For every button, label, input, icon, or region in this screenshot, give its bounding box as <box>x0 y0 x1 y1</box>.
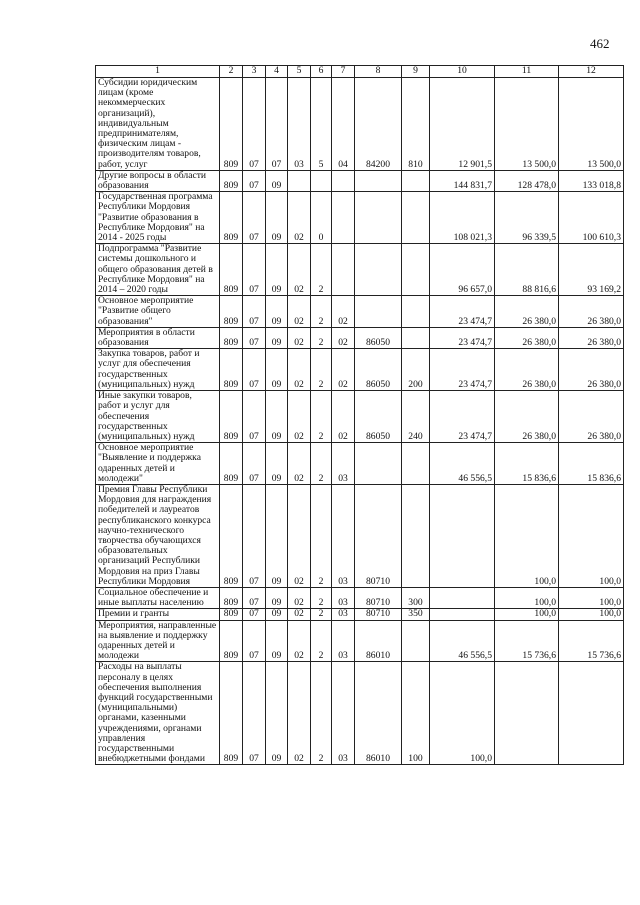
subsection-cell: 09 <box>266 327 288 348</box>
gr-code-cell: 809 <box>220 244 243 296</box>
table-row <box>96 587 624 608</box>
col-header: 11 <box>495 66 559 78</box>
program-cell: 02 <box>288 296 311 328</box>
expense-type-cell <box>402 327 430 348</box>
program-cell: 02 <box>288 662 311 765</box>
page-number: 462 <box>590 36 610 51</box>
gr-code-cell: 809 <box>220 391 243 443</box>
gr-code-cell: 809 <box>220 78 243 171</box>
subsection-cell: 09 <box>266 192 288 244</box>
section-cell: 07 <box>243 296 266 328</box>
activity-cell: 03 <box>332 662 355 765</box>
program-cell: 02 <box>288 327 311 348</box>
direction-cell: 84200 <box>355 78 402 171</box>
amount-cell: 15 836,6 <box>559 443 624 485</box>
col-header: 12 <box>559 66 624 78</box>
direction-cell: 86010 <box>355 662 402 765</box>
gr-code-cell: 809 <box>220 662 243 765</box>
amount-cell: 108 021,3 <box>430 192 495 244</box>
section-cell: 07 <box>243 443 266 485</box>
gr-code-cell: 809 <box>220 349 243 391</box>
expense-type-cell <box>402 244 430 296</box>
amount-cell: 100,0 <box>430 662 495 765</box>
row-name-cell: Расходы на выплаты персоналу в целях обеспечения выполнения функций государственными (муниципальными) органами, казенными учреждениями, органами управления государственными внебюджетными фондами <box>96 662 220 765</box>
gr-code-cell: 809 <box>220 484 243 587</box>
direction-cell: 86050 <box>355 349 402 391</box>
amount-cell: 13 500,0 <box>559 78 624 171</box>
table-row <box>96 192 624 244</box>
col-header: 6 <box>311 66 332 78</box>
activity-cell: 03 <box>332 620 355 662</box>
direction-cell <box>355 244 402 296</box>
section-cell: 07 <box>243 244 266 296</box>
row-name-cell: Премия Главы Республики Мордовия для награждения победителей и лауреатов республиканского конкурса научно-технического творчества обучающихся образовательных организаций Республики Мордовия на приз Главы Республики Мордовия <box>96 484 220 587</box>
section-cell: 07 <box>243 620 266 662</box>
subsection-cell: 09 <box>266 443 288 485</box>
activity-cell: 03 <box>332 609 355 620</box>
amount-cell: 144 831,7 <box>430 170 495 191</box>
row-name-cell: Мероприятия в области образования <box>96 327 220 348</box>
subprogram-cell: 2 <box>311 609 332 620</box>
subsection-cell: 09 <box>266 349 288 391</box>
section-cell: 07 <box>243 391 266 443</box>
amount-cell: 100 610,3 <box>559 192 624 244</box>
activity-cell: 02 <box>332 296 355 328</box>
row-name-cell: Премии и гранты <box>96 609 220 620</box>
activity-cell: 04 <box>332 78 355 171</box>
direction-cell: 86050 <box>355 327 402 348</box>
gr-code-cell: 809 <box>220 296 243 328</box>
direction-cell <box>355 192 402 244</box>
program-cell: 02 <box>288 244 311 296</box>
subsection-cell: 09 <box>266 609 288 620</box>
direction-cell: 86050 <box>355 391 402 443</box>
col-header: 3 <box>243 66 266 78</box>
activity-cell: 03 <box>332 587 355 608</box>
section-cell: 07 <box>243 170 266 191</box>
subsection-cell: 09 <box>266 484 288 587</box>
section-cell: 07 <box>243 662 266 765</box>
col-header: 8 <box>355 66 402 78</box>
amount-cell: 128 478,0 <box>495 170 559 191</box>
subprogram-cell <box>311 170 332 191</box>
subprogram-cell: 2 <box>311 443 332 485</box>
expense-type-cell: 200 <box>402 349 430 391</box>
amount-cell: 88 816,6 <box>495 244 559 296</box>
col-header: 1 <box>96 66 220 78</box>
amount-cell: 96 657,0 <box>430 244 495 296</box>
col-header: 4 <box>266 66 288 78</box>
subsection-cell: 09 <box>266 620 288 662</box>
table-row <box>96 244 624 296</box>
activity-cell <box>332 170 355 191</box>
expense-type-cell: 240 <box>402 391 430 443</box>
expense-type-cell: 300 <box>402 587 430 608</box>
amount-cell: 100,0 <box>495 484 559 587</box>
expense-type-cell: 350 <box>402 609 430 620</box>
program-cell: 02 <box>288 349 311 391</box>
gr-code-cell: 809 <box>220 443 243 485</box>
program-cell: 02 <box>288 192 311 244</box>
amount-cell: 100,0 <box>495 587 559 608</box>
amount-cell: 23 474,7 <box>430 391 495 443</box>
amount-cell: 23 474,7 <box>430 349 495 391</box>
program-cell: 03 <box>288 78 311 171</box>
amount-cell: 46 556,5 <box>430 443 495 485</box>
activity-cell <box>332 244 355 296</box>
subprogram-cell: 2 <box>311 484 332 587</box>
gr-code-cell: 809 <box>220 327 243 348</box>
section-cell: 07 <box>243 587 266 608</box>
expense-type-cell <box>402 443 430 485</box>
subprogram-cell: 2 <box>311 327 332 348</box>
subprogram-cell: 5 <box>311 78 332 171</box>
subsection-cell: 09 <box>266 244 288 296</box>
amount-cell: 26 380,0 <box>495 349 559 391</box>
subsection-cell: 09 <box>266 587 288 608</box>
header-row <box>96 66 624 78</box>
program-cell: 02 <box>288 620 311 662</box>
subprogram-cell: 2 <box>311 349 332 391</box>
expense-type-cell <box>402 620 430 662</box>
amount-cell <box>430 484 495 587</box>
amount-cell: 26 380,0 <box>495 391 559 443</box>
amount-cell: 133 018,8 <box>559 170 624 191</box>
gr-code-cell: 809 <box>220 587 243 608</box>
expense-type-cell <box>402 296 430 328</box>
activity-cell: 03 <box>332 443 355 485</box>
section-cell: 07 <box>243 609 266 620</box>
subsection-cell: 09 <box>266 391 288 443</box>
amount-cell: 26 380,0 <box>559 349 624 391</box>
row-name-cell: Иные закупки товаров, работ и услуг для обеспечения государственных (муниципальных) нужд <box>96 391 220 443</box>
amount-cell: 23 474,7 <box>430 296 495 328</box>
amount-cell: 15 736,6 <box>559 620 624 662</box>
col-header: 9 <box>402 66 430 78</box>
row-name-cell: Государственная программа Республики Мордовия "Развитие образования в Республике Мордовия" на 2014 - 2025 годы <box>96 192 220 244</box>
amount-cell <box>559 662 624 765</box>
subsection-cell: 07 <box>266 78 288 171</box>
amount-cell: 15 836,6 <box>495 443 559 485</box>
amount-cell: 26 380,0 <box>495 296 559 328</box>
program-cell <box>288 170 311 191</box>
amount-cell: 96 339,5 <box>495 192 559 244</box>
section-cell: 07 <box>243 78 266 171</box>
direction-cell: 86010 <box>355 620 402 662</box>
row-name-cell: Мероприятия, направленные на выявление и поддержку одаренных детей и молодежи <box>96 620 220 662</box>
activity-cell: 03 <box>332 484 355 587</box>
row-name-cell: Основное мероприятие "Развитие общего образования" <box>96 296 220 328</box>
program-cell: 02 <box>288 484 311 587</box>
direction-cell: 80710 <box>355 609 402 620</box>
col-header: 7 <box>332 66 355 78</box>
table-row <box>96 78 624 171</box>
direction-cell <box>355 296 402 328</box>
expense-type-cell <box>402 192 430 244</box>
expense-type-cell: 810 <box>402 78 430 171</box>
amount-cell: 93 169,2 <box>559 244 624 296</box>
amount-cell: 26 380,0 <box>559 327 624 348</box>
table-row <box>96 391 624 443</box>
expense-type-cell <box>402 170 430 191</box>
subprogram-cell: 0 <box>311 192 332 244</box>
budget-table <box>95 65 624 765</box>
subprogram-cell: 2 <box>311 391 332 443</box>
section-cell: 07 <box>243 349 266 391</box>
subprogram-cell: 2 <box>311 244 332 296</box>
program-cell: 02 <box>288 587 311 608</box>
amount-cell: 26 380,0 <box>559 391 624 443</box>
subprogram-cell: 2 <box>311 296 332 328</box>
amount-cell <box>495 662 559 765</box>
amount-cell: 12 901,5 <box>430 78 495 171</box>
subsection-cell: 09 <box>266 662 288 765</box>
amount-cell: 23 474,7 <box>430 327 495 348</box>
amount-cell: 100,0 <box>495 609 559 620</box>
table-row <box>96 170 624 191</box>
amount-cell: 26 380,0 <box>495 327 559 348</box>
subsection-cell: 09 <box>266 170 288 191</box>
section-cell: 07 <box>243 192 266 244</box>
activity-cell: 02 <box>332 327 355 348</box>
table-row <box>96 609 624 620</box>
row-name-cell: Закупка товаров, работ и услуг для обеспечения государственных (муниципальных) нужд <box>96 349 220 391</box>
subprogram-cell: 2 <box>311 587 332 608</box>
table-row <box>96 349 624 391</box>
amount-cell: 100,0 <box>559 484 624 587</box>
subprogram-cell: 2 <box>311 662 332 765</box>
col-header: 10 <box>430 66 495 78</box>
direction-cell: 80710 <box>355 587 402 608</box>
activity-cell: 02 <box>332 391 355 443</box>
gr-code-cell: 809 <box>220 620 243 662</box>
table-row <box>96 443 624 485</box>
subsection-cell: 09 <box>266 296 288 328</box>
amount-cell <box>430 609 495 620</box>
gr-code-cell: 809 <box>220 170 243 191</box>
gr-code-cell: 809 <box>220 609 243 620</box>
table-row <box>96 484 624 587</box>
direction-cell <box>355 170 402 191</box>
gr-code-cell: 809 <box>220 192 243 244</box>
row-name-cell: Социальное обеспечение и иные выплаты населению <box>96 587 220 608</box>
table-row <box>96 662 624 765</box>
table-row <box>96 620 624 662</box>
program-cell: 02 <box>288 609 311 620</box>
subprogram-cell: 2 <box>311 620 332 662</box>
section-cell: 07 <box>243 484 266 587</box>
amount-cell: 100,0 <box>559 587 624 608</box>
program-cell: 02 <box>288 391 311 443</box>
amount-cell: 13 500,0 <box>495 78 559 171</box>
amount-cell: 26 380,0 <box>559 296 624 328</box>
activity-cell <box>332 192 355 244</box>
amount-cell: 15 736,6 <box>495 620 559 662</box>
row-name-cell: Подпрограмма "Развитие системы дошкольного и общего образования детей в Республике Мордовия" на 2014 – 2020 годы <box>96 244 220 296</box>
program-cell: 02 <box>288 443 311 485</box>
row-name-cell: Субсидии юридическим лицам (кроме некоммерческих организаций), индивидуальным предпринимателям, физическим лицам - производителям товаров, работ, услуг <box>96 78 220 171</box>
table-row <box>96 327 624 348</box>
col-header: 5 <box>288 66 311 78</box>
expense-type-cell: 100 <box>402 662 430 765</box>
col-header: 2 <box>220 66 243 78</box>
direction-cell <box>355 443 402 485</box>
direction-cell: 80710 <box>355 484 402 587</box>
expense-type-cell <box>402 484 430 587</box>
activity-cell: 02 <box>332 349 355 391</box>
row-name-cell: Основное мероприятие "Выявление и поддержка одаренных детей и молодежи" <box>96 443 220 485</box>
table-row <box>96 296 624 328</box>
row-name-cell: Другие вопросы в области образования <box>96 170 220 191</box>
amount-cell: 100,0 <box>559 609 624 620</box>
amount-cell <box>430 587 495 608</box>
amount-cell: 46 556,5 <box>430 620 495 662</box>
section-cell: 07 <box>243 327 266 348</box>
